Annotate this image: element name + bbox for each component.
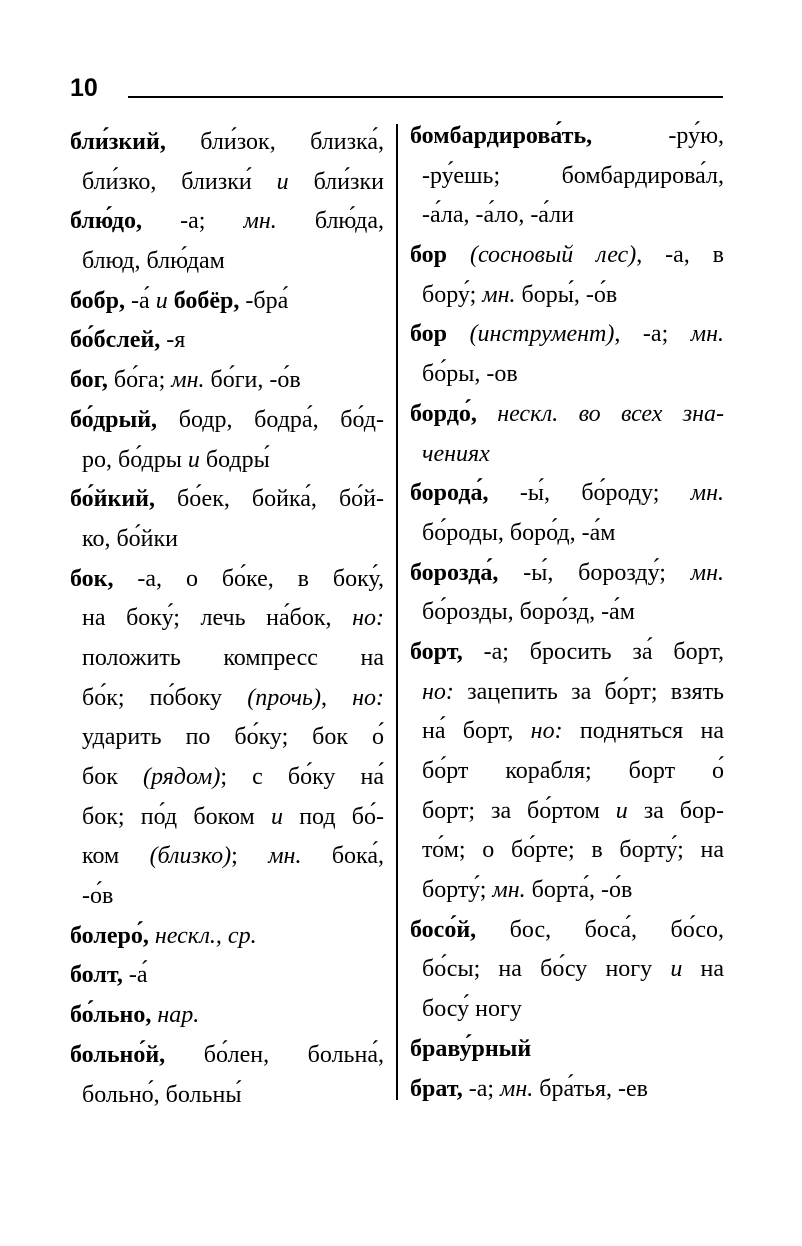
entry-text: под бо́- xyxy=(282,803,384,830)
entry-text: бо́лен, больна́, xyxy=(165,1041,384,1068)
entry-text: бли́зки xyxy=(288,168,384,195)
grammar-note: нескл. во всех зна- xyxy=(497,400,725,427)
entry-continuation-line xyxy=(70,758,384,798)
left-column xyxy=(70,123,384,1115)
entry-text: ко, бо́йки xyxy=(82,525,178,552)
entry-line xyxy=(70,917,384,957)
entry-continuation-line xyxy=(70,837,384,877)
headword: бор xyxy=(410,321,448,348)
headword: босо́й, xyxy=(410,916,477,943)
entry-text: -я xyxy=(160,327,186,354)
entry-continuation-line xyxy=(410,792,724,832)
headword: бо́йкий, xyxy=(70,486,155,513)
headword: бомбардирова́ть, xyxy=(410,123,593,149)
entry-text: бо́ры, -ов xyxy=(422,361,518,388)
grammar-note: и xyxy=(670,956,683,983)
grammar-note: но: xyxy=(352,605,384,632)
entry-text: -о́в xyxy=(82,883,114,910)
entry-text: боры́, -о́в xyxy=(515,281,618,308)
entry-continuation-line xyxy=(410,355,724,395)
entry-text: бо́розды, боро́зд, -а́м xyxy=(422,599,635,626)
entry-text: ; с бо́ку на́ xyxy=(220,764,384,790)
entry-line xyxy=(410,395,724,435)
grammar-note: нар. xyxy=(157,1002,200,1029)
grammar-note: мн. xyxy=(268,843,302,870)
entry-text: бо́га; xyxy=(107,367,172,394)
entry-text: -ы́, борозду́; xyxy=(498,559,691,586)
column-divider xyxy=(396,124,398,1100)
entry-line xyxy=(410,315,724,355)
entry-text: бос, боса́, бо́со, xyxy=(476,916,724,943)
entry-text: бо́ги, -о́в xyxy=(204,367,301,394)
entry-continuation-line xyxy=(70,242,384,282)
headword: браву́рный xyxy=(410,1035,532,1062)
entry-text: , -а, в xyxy=(636,242,724,269)
page-number: 10 xyxy=(70,74,98,102)
entry-text: бору́; xyxy=(422,281,483,308)
entry-line xyxy=(70,996,384,1036)
entry-line xyxy=(410,1030,724,1070)
headword: бо́дрый, xyxy=(70,406,158,433)
entry-text: бли́зок, близка́, xyxy=(165,129,384,155)
headword: борозда́, xyxy=(410,559,499,586)
entry-text: больно́, больны́ xyxy=(82,1081,242,1108)
entry-line xyxy=(70,401,384,441)
entry-text: подняться на xyxy=(562,718,724,745)
entry-text: -бра́ xyxy=(239,287,289,314)
entry-continuation-line xyxy=(70,441,384,481)
entry-continuation-line xyxy=(410,276,724,316)
grammar-note: (инструмент) xyxy=(469,321,615,348)
entry-text: -а; xyxy=(462,1075,501,1102)
headword: бо́льно, xyxy=(70,1002,152,1029)
grammar-note: мн. xyxy=(492,877,526,904)
entry-text: ; xyxy=(231,843,269,870)
entry-line xyxy=(70,480,384,520)
entry-continuation-line xyxy=(410,752,724,792)
grammar-note: мн. xyxy=(500,1075,534,1102)
header-rule xyxy=(128,96,723,98)
grammar-note: и xyxy=(187,446,200,473)
headword: больно́й, xyxy=(70,1041,166,1068)
entry-text: борта́, -о́в xyxy=(525,877,633,904)
entry-text: бо́рт корабля; борт о́ xyxy=(422,758,724,784)
entry-text: -ру́ешь; бомбардирова́л, xyxy=(422,162,724,189)
entry-line xyxy=(70,1036,384,1076)
entry-text: бо́ек, бойка́, бо́й- xyxy=(155,486,384,513)
entry-line xyxy=(410,633,724,673)
entry-text: ро, бо́дры xyxy=(82,446,188,473)
grammar-note: мн. xyxy=(690,321,724,348)
entry-text: , xyxy=(320,684,353,711)
grammar-note: мн. xyxy=(243,208,277,235)
entry-continuation-line xyxy=(410,831,724,871)
entry-text xyxy=(447,321,470,347)
entry-line xyxy=(70,361,384,401)
entry-line xyxy=(410,117,724,157)
grammar-note: мн. xyxy=(690,480,724,507)
headword: болт, xyxy=(70,962,123,989)
entry-continuation-line xyxy=(70,877,384,917)
entry-line xyxy=(70,321,384,361)
entry-text xyxy=(447,242,470,268)
entry-text: блюд, блю́дам xyxy=(82,248,225,275)
entry-continuation-line xyxy=(70,798,384,838)
entry-continuation-line xyxy=(410,712,724,752)
entry-text: положить компресс на xyxy=(82,644,384,671)
entry-line xyxy=(70,123,384,163)
entry-line xyxy=(410,474,724,514)
entry-text: бодр, бодра́, бо́д- xyxy=(157,406,384,433)
entry-continuation-line xyxy=(70,639,384,679)
grammar-note: мн. xyxy=(690,559,724,586)
right-column xyxy=(410,117,724,1109)
entry-text: -а; бросить за́ борт, xyxy=(462,638,724,665)
entry-continuation-line xyxy=(70,163,384,203)
headword: борт, xyxy=(410,638,463,665)
headword: бок, xyxy=(70,565,114,592)
headword: болеро́, xyxy=(70,922,149,949)
entry-continuation-line xyxy=(70,718,384,758)
entry-text: зацепить за бо́рт; взять xyxy=(453,678,724,705)
entry-text: блю́да, xyxy=(276,208,384,235)
entry-text: борт; за бо́ртом xyxy=(422,797,616,824)
entry-text: -а́ xyxy=(125,287,156,314)
entry-continuation-line xyxy=(410,871,724,911)
entry-text: то́м; о бо́рте; в борту́; на xyxy=(422,837,724,864)
grammar-note: и xyxy=(276,168,289,195)
entry-continuation-line xyxy=(70,599,384,639)
entry-text: бока́, xyxy=(301,843,385,870)
entry-line xyxy=(410,1070,724,1110)
entry-continuation-line xyxy=(70,1076,384,1116)
entry-text: бо́сы; на бо́су ногу xyxy=(422,956,671,983)
entry-continuation-line xyxy=(410,435,724,475)
entry-line xyxy=(70,282,384,322)
grammar-note: нескл., ср. xyxy=(154,922,257,949)
headword: бор xyxy=(410,242,448,269)
entry-continuation-line xyxy=(410,673,724,713)
entry-continuation-line xyxy=(410,593,724,633)
entry-text: -ы́, бо́роду; xyxy=(488,480,691,507)
headword: бо́бслей, xyxy=(70,327,161,354)
entry-text: за бор- xyxy=(627,797,725,824)
grammar-note: но: xyxy=(352,684,385,711)
grammar-note: (прочь) xyxy=(247,684,321,711)
grammar-note: чениях xyxy=(422,440,490,467)
entry-continuation-line xyxy=(410,196,724,236)
entry-continuation-line xyxy=(410,514,724,554)
grammar-note: мн. xyxy=(482,281,516,308)
entry-text: ком xyxy=(82,843,150,870)
entry-continuation-line xyxy=(410,950,724,990)
entry-text: бок; по́д боком xyxy=(82,803,271,830)
grammar-note: (близко) xyxy=(149,843,232,870)
entry-line xyxy=(410,911,724,951)
entry-text: -а; xyxy=(141,208,244,235)
entry-text: , -а; xyxy=(614,321,691,348)
entry-continuation-line xyxy=(410,157,724,197)
entry-text: на́ борт, xyxy=(422,718,531,745)
entry-text: бодры́ xyxy=(199,446,270,473)
grammar-note: и xyxy=(270,803,283,830)
entry-line xyxy=(70,202,384,242)
grammar-note: и xyxy=(615,797,628,824)
grammar-note: (рядом) xyxy=(142,764,221,790)
entry-continuation-line xyxy=(70,520,384,560)
headword: бобр, xyxy=(70,287,126,314)
entry-text: бок xyxy=(82,764,143,790)
entry-text: бра́тья, -ев xyxy=(533,1075,648,1102)
entry-text: -а́ xyxy=(122,962,148,989)
grammar-note: (сосновый лес) xyxy=(469,242,637,269)
entry-line xyxy=(410,554,724,594)
entry-text: бо́к; по́боку xyxy=(82,684,248,711)
entry-text: борту́; xyxy=(422,877,493,904)
headword: борода́, xyxy=(410,480,489,507)
entry-text: на боку́; лечь на́бок, xyxy=(82,605,353,632)
entry-text: бли́зко, близки́ xyxy=(82,168,277,195)
entry-text xyxy=(477,401,497,427)
entry-text: на xyxy=(682,956,724,983)
grammar-note: и xyxy=(155,287,168,314)
grammar-note: но: xyxy=(530,718,563,745)
entry-text: бо́роды, боро́д, -а́м xyxy=(422,519,616,546)
entry-text: -ру́ю, xyxy=(592,123,724,149)
headword: брат, xyxy=(410,1075,463,1102)
entry-text: -а́ла, -а́ло, -а́ли xyxy=(422,202,574,229)
headword: блю́до, xyxy=(70,208,142,235)
entry-text: ударить по бо́ку; бок о́ xyxy=(82,724,384,751)
grammar-note: мн. xyxy=(171,367,205,394)
entry-line xyxy=(410,236,724,276)
entry-text: босу́ ногу xyxy=(422,996,522,1023)
entry-line xyxy=(70,956,384,996)
entry-text: -а, о бо́ке, в боку́, xyxy=(113,565,384,592)
entry-line xyxy=(70,560,384,600)
headword: бли́зкий, xyxy=(70,129,166,155)
headword: бог, xyxy=(70,367,108,394)
headword: бобёр, xyxy=(173,287,240,314)
entry-continuation-line xyxy=(410,990,724,1030)
headword: бордо́, xyxy=(410,400,477,427)
entry-continuation-line xyxy=(70,679,384,719)
grammar-note: но: xyxy=(422,678,454,705)
